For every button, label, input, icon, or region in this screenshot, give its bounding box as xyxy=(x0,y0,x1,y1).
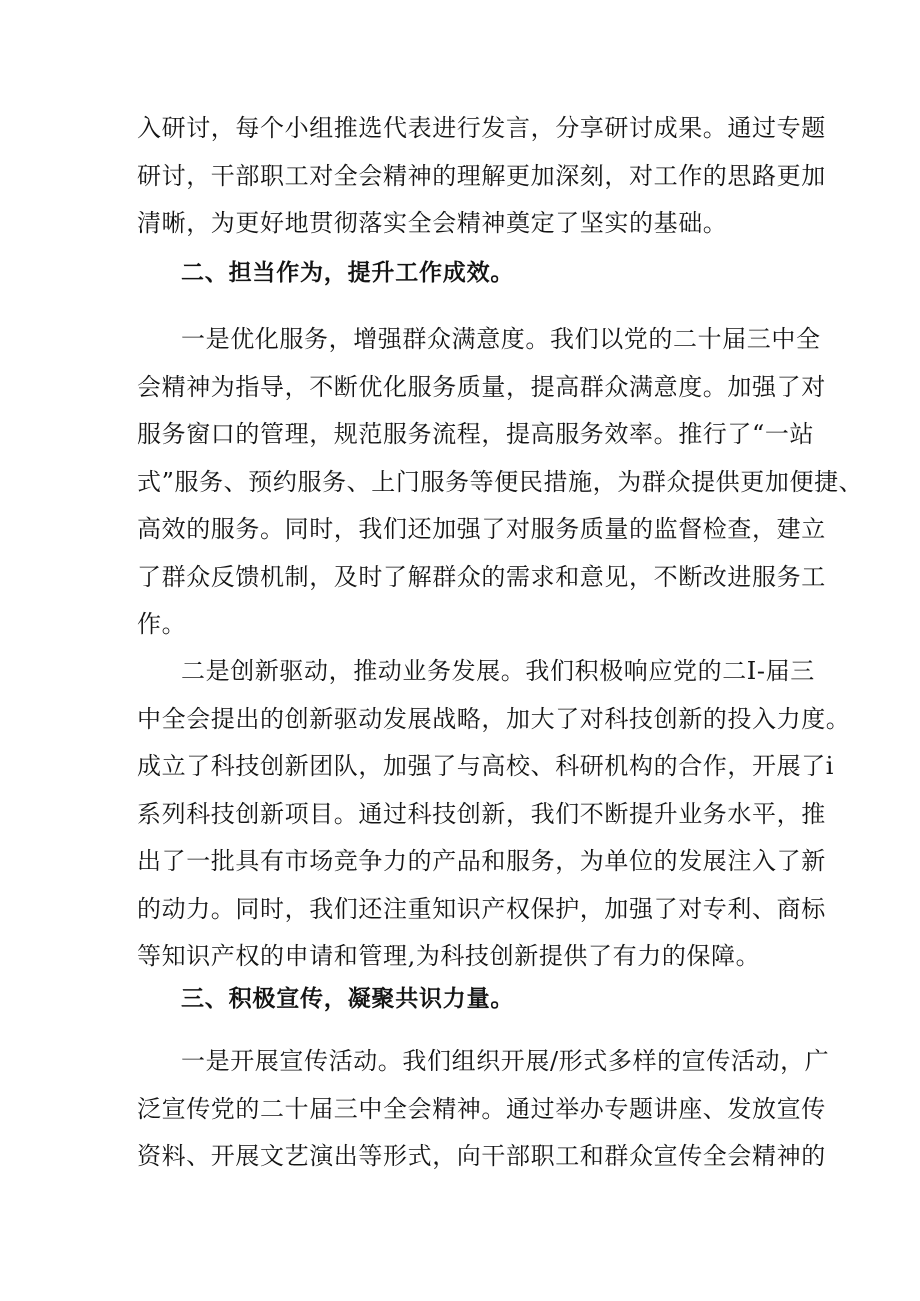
text-line: 等知识产权的申请和管理,为科技创新提供了有力的保障。 xyxy=(137,942,761,970)
text-line: 二是创新驱动，推动业务发展。我们积极响应党的二I-届三 xyxy=(181,657,815,685)
text-line: 清晰，为更好地贯彻落实全会精神奠定了坚实的基础。 xyxy=(137,209,728,237)
text-line: 成立了科技创新团队，加强了与高校、科研机构的合作，开展了i xyxy=(137,752,835,780)
heading-text: 三、积极宣传，凝聚共识力量。 xyxy=(181,986,515,1012)
paragraph-3 xyxy=(137,648,851,981)
text-line: 一是开展宣传活动。我们组织开展/形式多样的宣传活动，广 xyxy=(181,1047,830,1075)
text-line: 泛宣传党的二十届三中全会精神。通过举办专题讲座、发放宣传 xyxy=(137,1094,826,1123)
text-line: 资料、开展文艺演出等形式，向干部职工和群众宣传全会精神的 xyxy=(137,1142,826,1170)
text-line: 研讨，干部职工对全会精神的理解更加深刻，对工作的思路更加 xyxy=(137,161,826,190)
section-heading-3 xyxy=(137,976,797,1024)
text-line: 出了一批具有市场竞争力的产品和服务，为单位的发展注入了新 xyxy=(137,847,826,875)
text-line: 高效的服务。同时，我们还加强了对服务质量的监督检查，建立 xyxy=(137,515,826,543)
text-line: 作。 xyxy=(137,610,187,638)
paragraph-4 xyxy=(137,1038,830,1181)
text-line: 服务窗口的管理，规范服务流程，提高服务效率。推行了“一站 xyxy=(137,420,815,448)
text-line: 系列科技创新项目。通过科技创新，我们不断提升业务水平，推 xyxy=(137,799,826,828)
text-line: 入研讨，每个小组推选代表进行发言，分享研讨成果。通过专题 xyxy=(137,114,826,142)
text-line: 式”服务、预约服务、上门服务等便民措施，为群众提供更加便捷、 xyxy=(137,467,864,496)
text-line: 的动力。同时，我们还注重知识产权保护，加强了对专利、商标 xyxy=(137,894,826,923)
section-heading-2 xyxy=(137,250,797,298)
paragraph-2 xyxy=(137,316,864,649)
heading-text: 二、担当作为，提升工作成效。 xyxy=(181,260,515,286)
paragraph-1 xyxy=(137,105,826,248)
text-line: 一是优化服务，增强群众满意度。我们以党的二十届三中全 xyxy=(181,325,821,353)
text-line: 了群众反馈机制，及时了解群众的需求和意见，不断改进服务工 xyxy=(137,562,826,591)
text-line: 中全会提出的创新驱动发展战略，加大了对科技创新的投入力度。 xyxy=(137,704,851,733)
text-line: 会精神为指导，不断优化服务质量，提高群众满意度。加强了对 xyxy=(137,372,826,401)
